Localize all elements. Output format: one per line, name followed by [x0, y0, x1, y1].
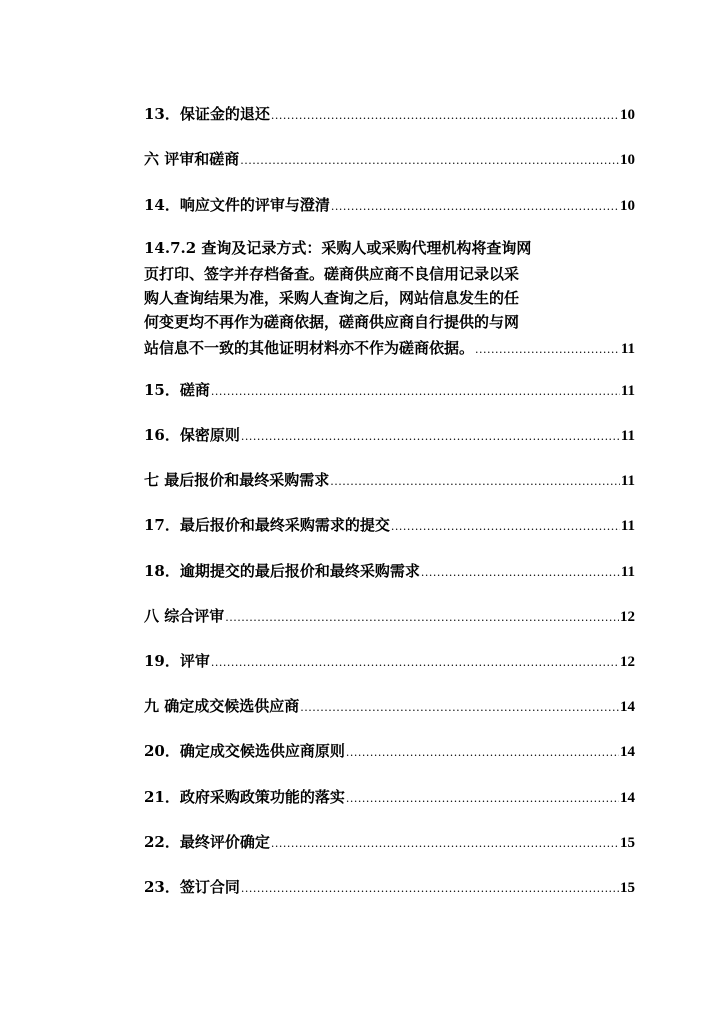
dot-leader	[211, 649, 619, 677]
toc-entry[interactable]	[144, 466, 635, 496]
dot-leader	[346, 739, 619, 767]
toc-entry-label: 八 综合评审	[144, 607, 225, 625]
toc-entry-label: 21．政府采购政策功能的落实	[144, 788, 345, 806]
toc-entry-page-number: 10	[620, 198, 635, 214]
toc-entry-page-number: 10	[620, 152, 635, 168]
toc-entry-label: 六 评审和磋商	[144, 150, 240, 168]
toc-entry-label: 七 最后报价和最终采购需求	[144, 471, 330, 489]
toc-entry-label: 14．响应文件的评审与澄清	[144, 196, 330, 214]
dot-leader	[421, 559, 620, 587]
toc-entry[interactable]	[144, 873, 635, 903]
toc-entry-label: 13．保证金的退还	[144, 105, 270, 123]
toc-entry-page-number: 14	[620, 744, 635, 760]
toc-entry[interactable]	[144, 737, 635, 767]
dot-leader	[331, 193, 619, 221]
toc-entry-page-number: 11	[620, 341, 635, 357]
toc-entry[interactable]	[144, 511, 635, 541]
dot-leader	[211, 378, 620, 406]
toc-entry-page-number: 11	[620, 518, 635, 534]
toc-entry[interactable]	[144, 692, 635, 722]
toc-entry-label: 19．评审	[144, 652, 210, 670]
toc-entry-page-number: 11	[620, 428, 635, 444]
dot-leader	[300, 694, 619, 722]
toc-entry-page-number: 11	[620, 383, 635, 399]
toc-entry-label: 20．确定成交候选供应商原则	[144, 742, 345, 760]
toc-entry[interactable]	[144, 602, 635, 632]
toc-entry-label: 23．签订合同	[144, 878, 240, 896]
toc-entry-label: 九 确定成交候选供应商	[144, 697, 300, 715]
toc-entry-multiline[interactable]	[144, 234, 635, 364]
dot-leader	[241, 423, 620, 451]
toc-entry-label: 站信息不一致的其他证明材料亦不作为磋商依据。	[144, 339, 475, 357]
dot-leader	[271, 830, 619, 858]
dot-leader	[271, 102, 619, 130]
toc-entry-page-number: 12	[620, 609, 635, 625]
dot-leader	[241, 875, 619, 903]
toc-entry-label: 15．磋商	[144, 381, 210, 399]
toc-entry-text-line: 何变更均不再作为磋商依据，磋商供应商自行提供的与网	[144, 313, 520, 331]
toc-entry[interactable]	[144, 557, 635, 587]
toc-entry-page-number: 12	[620, 654, 635, 670]
toc-entry-page-number: 15	[620, 835, 635, 851]
toc-entry-label: 17．最后报价和最终采购需求的提交	[144, 516, 390, 534]
toc-entry-text-line: 14.7.2 查询及记录方式：采购人或采购代理机构将查询网	[144, 239, 532, 257]
toc-entry[interactable]	[144, 376, 635, 406]
toc-entry[interactable]	[144, 191, 635, 221]
toc-entry-page-number: 10	[620, 107, 635, 123]
dot-leader	[330, 468, 620, 496]
dot-leader	[475, 336, 620, 364]
toc-entry[interactable]	[144, 783, 635, 813]
toc-entry-page-number: 11	[620, 473, 635, 489]
toc-entry-page-number: 14	[620, 699, 635, 715]
toc-entry-label: 18．逾期提交的最后报价和最终采购需求	[144, 562, 420, 580]
toc-entry-label: 16．保密原则	[144, 426, 240, 444]
toc-entry-page-number: 15	[620, 880, 635, 896]
toc-entry[interactable]	[144, 100, 635, 130]
dot-leader	[225, 604, 619, 632]
dot-leader	[391, 513, 620, 541]
toc-entry-text-line: 页打印、签字并存档备查。磋商供应商不良信用记录以采	[144, 265, 520, 283]
toc-entry-page-number: 11	[620, 564, 635, 580]
toc-entry-label: 22．最终评价确定	[144, 833, 270, 851]
toc-entry[interactable]	[144, 145, 635, 175]
dot-leader	[346, 785, 619, 813]
toc-entry[interactable]	[144, 647, 635, 677]
toc-entry[interactable]	[144, 828, 635, 858]
dot-leader	[240, 147, 619, 175]
toc-entry-page-number: 14	[620, 790, 635, 806]
toc-entry-text-line: 购人查询结果为准，采购人查询之后，网站信息发生的任	[144, 289, 520, 307]
toc-entry[interactable]	[144, 421, 635, 451]
